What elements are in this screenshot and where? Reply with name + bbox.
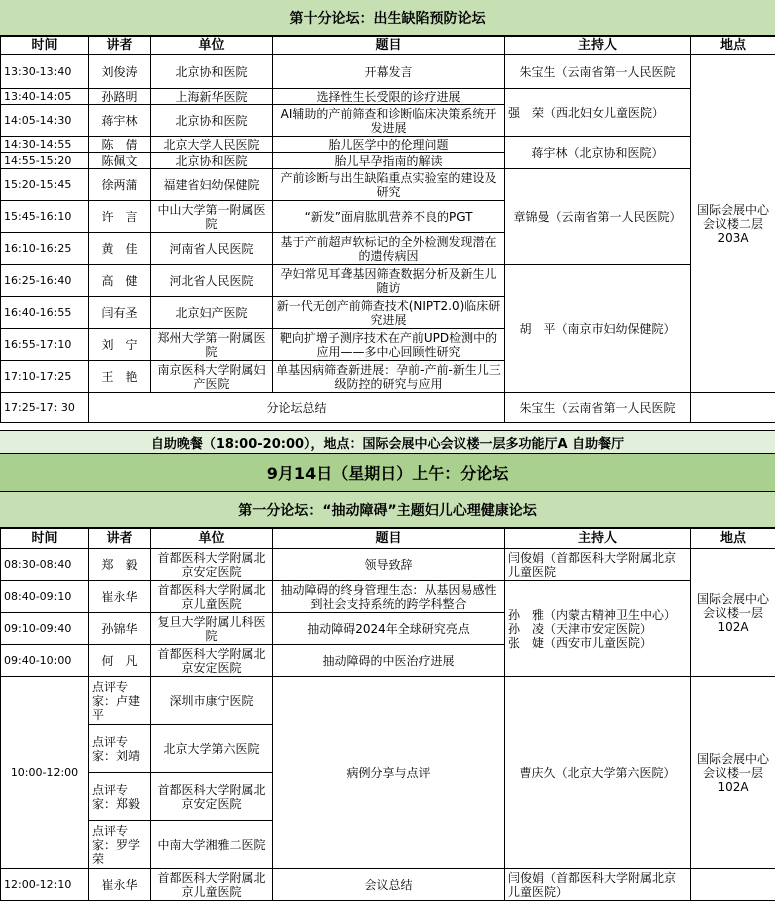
speaker-cell: 点评专家：卢建平: [89, 677, 151, 725]
unit-cell: 河北省人民医院: [151, 265, 273, 297]
time-cell: 13:40-14:05: [1, 89, 89, 105]
topic-cell: 产前诊断与出生缺陷重点实验室的建设及研究: [273, 169, 505, 201]
topic-cell: “新发”面肩肱肌营养不良的PGT: [273, 201, 505, 233]
table-row: [1, 549, 775, 581]
speaker-cell: 刘 宁: [89, 329, 151, 361]
speaker-cell: 点评专家：郑毅: [89, 773, 151, 821]
unit-cell: 中南大学湘雅二医院: [151, 821, 273, 869]
day-header: 9月14日（星期日）上午：分论坛: [0, 454, 775, 492]
table-row: [1, 869, 775, 901]
time-cell: 16:40-16:55: [1, 297, 89, 329]
unit-cell: 首都医科大学附属北京安定医院: [151, 549, 273, 581]
unit-cell: 北京协和医院: [151, 153, 273, 169]
location-cell: 国际会展中心会议楼二层203A: [691, 55, 775, 393]
header-time: 时间: [1, 529, 89, 549]
table-row: [1, 581, 775, 613]
speaker-cell: 崔永华: [89, 869, 151, 901]
header-topic: 题目: [273, 37, 505, 55]
summary-cell: 分论坛总结: [89, 393, 505, 423]
header-host: 主持人: [505, 37, 691, 55]
unit-cell: 首都医科大学附属北京安定医院: [151, 645, 273, 677]
topic-cell: 领导致辞: [273, 549, 505, 581]
unit-cell: 北京大学第六医院: [151, 725, 273, 773]
unit-cell: 首都医科大学附属北京安定医院: [151, 773, 273, 821]
unit-cell: 河南省人民医院: [151, 233, 273, 265]
speaker-cell: 点评专家：罗学荣: [89, 821, 151, 869]
topic-cell: AI辅助的产前筛查和诊断临床决策系统开发进展: [273, 105, 505, 137]
topic-cell: 抽动障碍2024年全球研究亮点: [273, 613, 505, 645]
table-row: [1, 265, 775, 297]
unit-cell: 中山大学第一附属医院: [151, 201, 273, 233]
time-cell: 15:20-15:45: [1, 169, 89, 201]
time-cell: 14:05-14:30: [1, 105, 89, 137]
location-cell-empty: [691, 869, 775, 901]
host-cell: 章锦曼（云南省第一人民医院）: [505, 169, 691, 265]
topic-cell: 选择性生长受限的诊疗进展: [273, 89, 505, 105]
speaker-cell: 闫有圣: [89, 297, 151, 329]
topic-cell: 单基因病筛查新进展：孕前-产前-新生儿三级防控的研究与应用: [273, 361, 505, 393]
speaker-cell: 许 言: [89, 201, 151, 233]
speaker-cell: 陈佩文: [89, 153, 151, 169]
header-unit: 单位: [151, 529, 273, 549]
header-location: 地点: [691, 529, 775, 549]
forum10-table: [0, 36, 775, 423]
header-speaker: 讲者: [89, 529, 151, 549]
topic-cell: 抽动障碍的中医治疗进展: [273, 645, 505, 677]
topic-cell: 会议总结: [273, 869, 505, 901]
time-cell: 10:00-12:00: [1, 677, 89, 869]
location-cell: 国际会展中心会议楼一层102A: [691, 677, 775, 869]
forum1-title: 第一分论坛：“抽动障碍”主题妇儿心理健康论坛: [0, 492, 775, 528]
time-cell: 09:40-10:00: [1, 645, 89, 677]
location-cell: 国际会展中心会议楼一层102A: [691, 549, 775, 677]
unit-cell: 福建省妇幼保健院: [151, 169, 273, 201]
forum10-title: 第十分论坛：出生缺陷预防论坛: [0, 0, 775, 36]
time-cell: 13:30-13:40: [1, 55, 89, 89]
unit-cell: 北京协和医院: [151, 105, 273, 137]
table-row: [1, 169, 775, 201]
topic-cell: 病例分享与点评: [273, 677, 505, 869]
speaker-cell: 蒋宇林: [89, 105, 151, 137]
header-host: 主持人: [505, 529, 691, 549]
host-cell: 蒋宇林（北京协和医院）: [505, 137, 691, 169]
header-location: 地点: [691, 37, 775, 55]
unit-cell: 深圳市康宁医院: [151, 677, 273, 725]
time-cell: 17:10-17:25: [1, 361, 89, 393]
unit-cell: 郑州大学第一附属医院: [151, 329, 273, 361]
time-cell: 16:25-16:40: [1, 265, 89, 297]
host-cell: 强 荣（西北妇女儿童医院）: [505, 89, 691, 137]
speaker-cell: 何 凡: [89, 645, 151, 677]
host-cell: 孙 雅（内蒙古精神卫生中心） 孙 凌（天津市安定医院） 张 婕（西安市儿童医院）: [505, 581, 691, 677]
unit-cell: 南京医科大学附属妇产医院: [151, 361, 273, 393]
topic-cell: 胎儿医学中的伦理问题: [273, 137, 505, 153]
table-row: [1, 137, 775, 153]
topic-cell: 新一代无创产前筛查技术(NIPT2.0)临床研究进展: [273, 297, 505, 329]
unit-cell: 北京大学人民医院: [151, 137, 273, 153]
topic-cell: 胎儿早孕指南的解读: [273, 153, 505, 169]
unit-cell: 复旦大学附属儿科医院: [151, 613, 273, 645]
time-cell: 16:55-17:10: [1, 329, 89, 361]
host-cell: 朱宝生（云南省第一人民医院: [505, 55, 691, 89]
speaker-cell: 刘俊涛: [89, 55, 151, 89]
time-cell: 08:30-08:40: [1, 549, 89, 581]
topic-cell: 开幕发言: [273, 55, 505, 89]
time-cell: 09:10-09:40: [1, 613, 89, 645]
time-cell: 08:40-09:10: [1, 581, 89, 613]
header-topic: 题目: [273, 529, 505, 549]
table-row: [1, 55, 775, 89]
host-cell: 曹庆久（北京大学第六医院）: [505, 677, 691, 869]
header-speaker: 讲者: [89, 37, 151, 55]
table-row: [1, 393, 775, 423]
time-cell: 14:30-14:55: [1, 137, 89, 153]
speaker-cell: 孙路明: [89, 89, 151, 105]
unit-cell: 北京妇产医院: [151, 297, 273, 329]
host-cell: 闫俊娟（首都医科大学附属北京儿童医院: [505, 549, 691, 581]
topic-cell: 基于产前超声软标记的全外检测发现潜在的遗传病因: [273, 233, 505, 265]
speaker-cell: 点评专家：刘靖: [89, 725, 151, 773]
time-cell: 17:25-17: 30: [1, 393, 89, 423]
speaker-cell: 黄 佳: [89, 233, 151, 265]
table-row: [1, 89, 775, 105]
speaker-cell: 高 健: [89, 265, 151, 297]
time-cell: 14:55-15:20: [1, 153, 89, 169]
speaker-cell: 王 艳: [89, 361, 151, 393]
unit-cell: 上海新华医院: [151, 89, 273, 105]
speaker-cell: 孙锦华: [89, 613, 151, 645]
speaker-cell: 徐两蒲: [89, 169, 151, 201]
host-cell: 闫俊娟（首都医科大学附属北京儿童医院）: [505, 869, 691, 901]
speaker-cell: 郑 毅: [89, 549, 151, 581]
dinner-notice: 自助晚餐（18:00-20:00），地点：国际会展中心会议楼一层多功能厅A 自助餐厅: [0, 430, 775, 454]
topic-cell: 靶向扩增子测序技术在产前UPD检测中的应用——多中心回顾性研究: [273, 329, 505, 361]
host-cell: 胡 平（南京市妇幼保健院）: [505, 265, 691, 393]
unit-cell: 首都医科大学附属北京儿童医院: [151, 869, 273, 901]
speaker-cell: 崔永华: [89, 581, 151, 613]
time-cell: 16:10-16:25: [1, 233, 89, 265]
header-unit: 单位: [151, 37, 273, 55]
speaker-cell: 陈 倩: [89, 137, 151, 153]
table-row: [1, 677, 775, 725]
location-cell-empty: [691, 393, 775, 423]
topic-cell: 孕妇常见耳聋基因筛查数据分析及新生儿随访: [273, 265, 505, 297]
forum1-table: [0, 528, 775, 901]
host-cell: 朱宝生（云南省第一人民医院: [505, 393, 691, 423]
time-cell: 15:45-16:10: [1, 201, 89, 233]
unit-cell: 首都医科大学附属北京儿童医院: [151, 581, 273, 613]
topic-cell: 抽动障碍的终身管理生态：从基因易感性到社会支持系统的跨学科整合: [273, 581, 505, 613]
header-time: 时间: [1, 37, 89, 55]
time-cell: 12:00-12:10: [1, 869, 89, 901]
unit-cell: 北京协和医院: [151, 55, 273, 89]
